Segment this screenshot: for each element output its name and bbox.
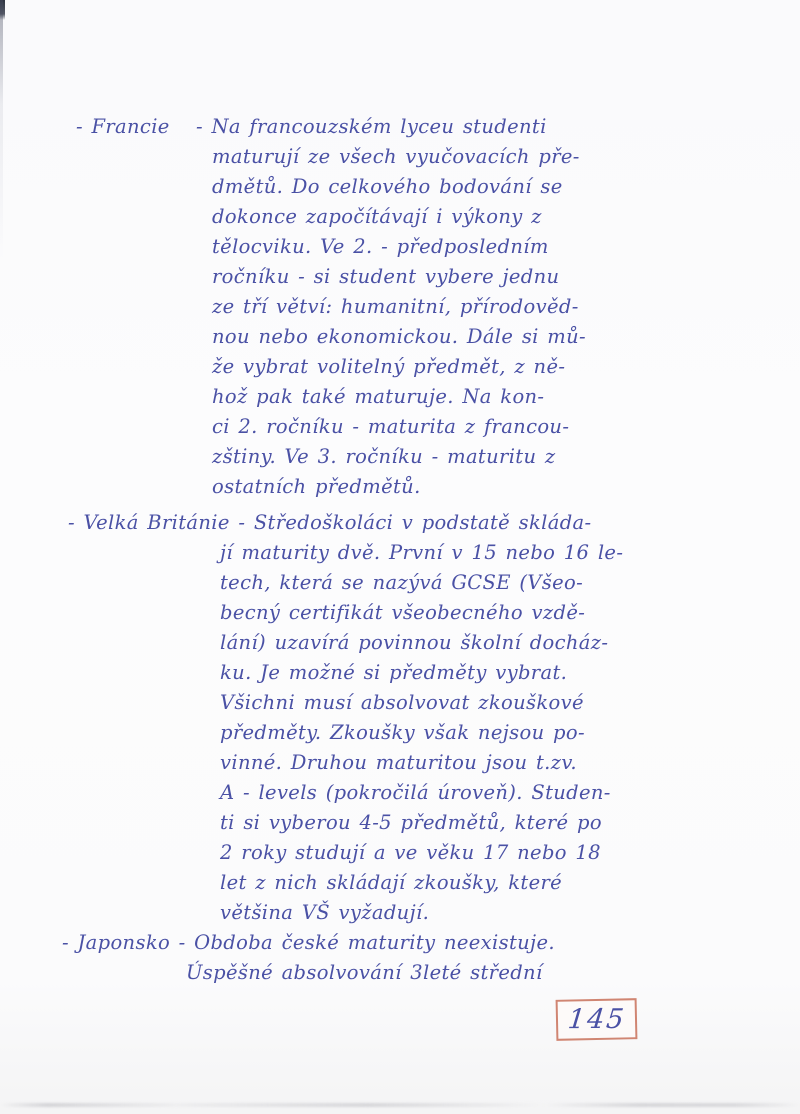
entry-japonsko-first-line: Obdoba české maturity neexistuje. [194,931,555,954]
handwritten-line: ti si vyberou 4-5 předmětů, které po [220,811,602,834]
entry-japonsko [0,928,800,988]
handwritten-line: ci 2. ročníku - maturita z francou- [212,415,570,438]
handwritten-line: vinné. Druhou maturitou jsou t.zv. [220,751,577,774]
page-number-box [556,998,638,1041]
handwritten-line [62,928,800,958]
scan-artifact-bottom-shadow [0,1103,800,1107]
entry-velka-britanie-first-line: Středoškoláci v podstatě skláda- [253,511,592,534]
handwritten-line: - Na francouzském lyceu studenti [196,115,547,138]
handwritten-line: že vybrat volitelný předmět, z ně- [212,355,566,378]
handwritten-line: tělocviku. Ve 2. - předposledním [212,235,549,258]
handwritten-line: lání) uzavírá povinnou školní docház- [220,631,609,654]
entry-francie [0,112,800,502]
handwritten-line: ku. Je možné si předměty vybrat. [220,661,568,684]
handwritten-line: ročníku - si student vybere jednu [212,265,560,288]
handwritten-line: Všichni musí absolvovat zkouškové [220,691,584,714]
handwritten-line: dmětů. Do celkového bodování se [212,175,563,198]
handwritten-line: ostatních předmětů. [212,475,421,498]
country-label-velka-britanie: - Velká Británie - [68,511,254,534]
country-label-francie: - Francie [76,115,170,138]
handwritten-line: A - levels (pokročilá úroveň). Studen- [220,781,611,804]
entry-francie-text [0,112,800,502]
handwritten-line: předměty. Zkoušky však nejsou po- [220,721,585,744]
handwritten-line: 2 roky studují a ve věku 17 nebo 18 [220,841,601,864]
handwritten-line: becný certifikát všeobecného vzdě- [220,601,586,624]
handwritten-line: dokonce započítávají i výkony z [212,205,542,228]
handwritten-line: zštiny. Ve 3. ročníku - maturitu z [212,445,556,468]
handwritten-line: hož pak také maturuje. Na kon- [212,385,545,408]
entry-japonsko-text [0,958,800,988]
page-number: 145 [566,1003,627,1036]
country-label-japonsko: - Japonsko - [62,931,195,954]
handwritten-line [68,508,800,538]
handwritten-line: jí maturity dvě. První v 15 nebo 16 le- [220,541,624,564]
handwritten-line: tech, která se nazývá GCSE (Všeo- [220,571,584,594]
handwritten-line: Úspěšné absolvování 3leté střední [186,961,543,984]
handwritten-line: maturují ze všech vyučovacích pře- [212,145,580,168]
entry-velka-britanie [0,508,800,928]
handwritten-line: ze tří větví: humanitní, přírodověd- [212,295,579,318]
handwritten-line: let z nich skládají zkoušky, které [220,871,563,894]
handwritten-line: nou nebo ekonomickou. Dále si mů- [212,325,586,348]
entry-velka-britanie-text [0,538,800,928]
handwritten-line: většina VŠ vyžadují. [220,901,430,924]
